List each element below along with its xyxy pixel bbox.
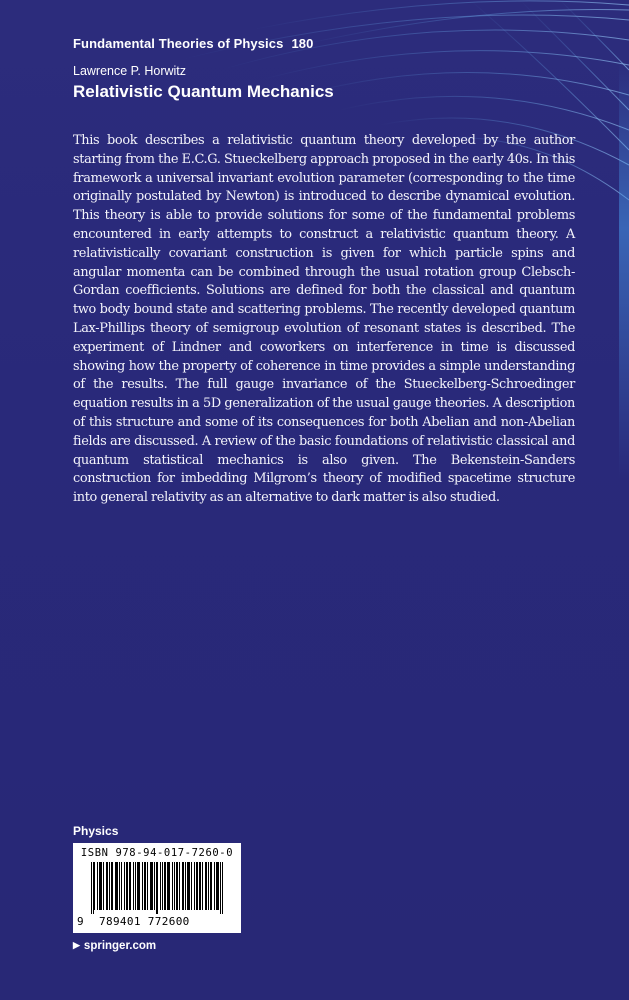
book-title: Relativistic Quantum Mechanics xyxy=(73,82,334,101)
book-description: This book describes a relativistic quantum theory developed by the author starting from the E.C.G. Stueckelberg approach proposed in the early 40s. In this framework a universal invariant evolution parameter (corresponding to the time originally postulated by Newton) is introduced to describe dynamical evolution. This theory is able to provide solutions for some of the fundamental problems encountered in early attempts to construct a relativistic quantum theory. A relativistically covariant construction is given for which particle spins and angular momenta can be combined through the usual rotation group Clebsch-Gordan coefficients. Solutions are defined for both the classical and quantum two body bound state and scattering problems. The recently developed quantum Lax-Phillips theory of semigroup evolution of resonant states is described. The experiment of Lindner and coworkers on interference in time is discussed showing how the property of coherence in time provides a simple understanding of the results. The full gauge invariance of the Stueckelberg-Schroedinger equation results in a 5D generalization of the usual gauge theories. A description of this structure and some of its consequences for both Abelian and non-Abelian fields are discussed. A review of the basic foundations of relativistic classical and quantum statistical mechanics is also given. The Bekenstein-Sanders construction for imbedding Milgrom’s theory of modified spacetime structure into general relativity as an alternative to dark matter is also studied. xyxy=(73,133,575,506)
barcode-bar xyxy=(188,862,189,910)
barcode-bar xyxy=(172,862,173,910)
barcode-bar xyxy=(179,862,180,910)
barcode-bar xyxy=(151,862,152,910)
barcode-bar xyxy=(154,862,155,910)
subject-label: Physics xyxy=(73,824,119,838)
barcode-bar xyxy=(156,862,157,914)
barcode-bar xyxy=(197,862,198,910)
series-line xyxy=(73,36,313,51)
barcode-bar xyxy=(145,862,146,910)
barcode-digit-groups: 789401 772600 xyxy=(99,915,190,928)
barcode-bar xyxy=(144,862,145,910)
barcode-bar xyxy=(121,862,122,910)
barcode-bar xyxy=(124,862,125,910)
barcode-bar xyxy=(107,862,108,910)
barcode-bar xyxy=(112,862,113,910)
barcode-bar xyxy=(182,862,183,910)
barcode-bar xyxy=(194,862,195,910)
barcode-bar xyxy=(206,862,207,910)
barcode-bar xyxy=(169,862,170,910)
barcode-bar xyxy=(196,862,197,910)
barcode-bar xyxy=(103,862,104,910)
publisher-url[interactable]: springer.com xyxy=(83,940,157,952)
barcode-bar xyxy=(126,862,127,910)
barcode-bar xyxy=(100,862,101,910)
barcode-bar xyxy=(117,862,118,910)
barcode-bar xyxy=(191,862,192,910)
barcode-bar xyxy=(157,862,158,914)
barcode-bar xyxy=(111,862,112,910)
barcode-bar xyxy=(202,862,203,910)
triangle-right-icon: ▶ xyxy=(73,940,80,950)
barcode-bar xyxy=(142,862,143,910)
barcode-bar xyxy=(168,862,169,910)
series-name: Fundamental Theories of Physics xyxy=(73,36,284,51)
barcode-bar xyxy=(99,862,100,910)
barcode-bar xyxy=(199,862,200,910)
barcode-bar xyxy=(216,862,217,910)
barcode-bar xyxy=(139,862,140,910)
barcode-bar xyxy=(160,862,161,910)
barcode-bar xyxy=(162,862,163,910)
barcode-bar xyxy=(130,862,131,910)
publisher-link[interactable] xyxy=(73,940,156,952)
barcode-bar xyxy=(211,862,212,910)
barcode-bar xyxy=(129,862,130,910)
barcode-bar xyxy=(147,862,148,910)
barcode-bar xyxy=(218,862,219,910)
barcode-bar xyxy=(165,862,166,910)
barcode-bar xyxy=(127,862,128,910)
barcode-bar xyxy=(205,862,206,910)
barcode-bar xyxy=(91,862,92,914)
barcode-bar xyxy=(200,862,201,910)
barcode-bar xyxy=(167,862,168,910)
barcode-bar xyxy=(101,862,102,910)
isbn-label: ISBN 978-94-017-7260-0 xyxy=(80,847,234,859)
barcode-bar xyxy=(187,862,188,910)
barcode-bar xyxy=(137,862,138,910)
barcode-bar xyxy=(97,862,98,910)
barcode-bar xyxy=(208,862,209,910)
barcode-bar xyxy=(135,862,136,910)
barcode-bar xyxy=(177,862,178,910)
barcode-bar xyxy=(217,862,218,910)
barcode-first-digit: 9 xyxy=(77,915,84,928)
barcode-bar xyxy=(138,862,139,910)
barcode-bar xyxy=(164,862,165,910)
barcode-bar xyxy=(214,862,215,910)
barcode-bar xyxy=(106,862,107,910)
isbn-barcode-box xyxy=(73,843,241,933)
barcode-bar xyxy=(185,862,186,910)
barcode-bar xyxy=(176,862,177,910)
barcode-bar xyxy=(116,862,117,910)
barcode xyxy=(91,862,223,914)
barcode-bar xyxy=(220,862,221,914)
barcode-bar xyxy=(109,862,110,910)
edge-glow-decoration xyxy=(619,60,629,480)
barcode-bar xyxy=(133,862,134,910)
barcode-bar xyxy=(222,862,223,914)
barcode-bar xyxy=(93,862,94,914)
author-name: Lawrence P. Horwitz xyxy=(73,64,187,78)
series-volume: 180 xyxy=(291,36,314,51)
barcode-bar xyxy=(152,862,153,910)
barcode-bar xyxy=(119,862,120,910)
barcode-bar xyxy=(210,862,211,910)
barcode-bar xyxy=(115,862,116,910)
barcode-bar xyxy=(150,862,151,910)
barcode-bar xyxy=(174,862,175,910)
barcode-bar xyxy=(183,862,184,910)
barcode-bar xyxy=(189,862,190,910)
barcode-bar xyxy=(94,862,95,910)
